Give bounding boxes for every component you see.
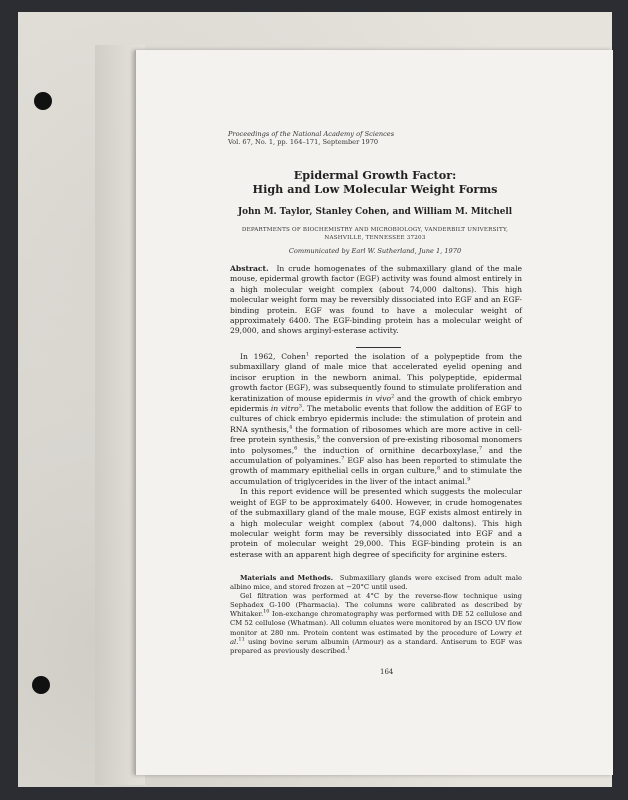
- intro-paragraph-2: In this report evidence will be presented which suggests the molecular weight of EGF to be approximately 6400. However, in crude homogenates of the submaxillary gland of the male mouse, EGF exists almost entirely in a high molecular weight complex (about 74,000 daltons). This high molecular weight form may be reversibly dissociated into EGF and a protein of molecular weight 29,000. This EGF-binding protein is an esterase with an apparent high degree of specificity for arginine esters.: [230, 487, 522, 559]
- title-line-2: High and Low Molecular Weight Forms: [252, 182, 498, 196]
- department-line-1: DEPARTMENTS OF BIOCHEMISTRY AND MICROBIOLOGY, VANDERBILT UNIVERSITY,: [241, 227, 509, 233]
- journal-volume: Vol. 67, No. 1, pp. 164–171, September 1970: [228, 138, 379, 147]
- binder-hole-top: [34, 92, 52, 110]
- title-line-1: Epidermal Growth Factor:: [293, 168, 457, 182]
- section-divider: [356, 347, 401, 348]
- introduction: [230, 352, 522, 560]
- journal-header: [228, 130, 394, 146]
- article-title: [230, 168, 520, 196]
- communicated-by: Communicated by Earl W. Sutherland, June 1, 1970: [288, 247, 462, 255]
- authors: John M. Taylor, Stanley Cohen, and William M. Mitchell: [237, 207, 513, 217]
- methods-paragraph-1: Materials and Methods. Submaxillary glands were excised from adult male albino mice, and stored frozen at −20°C until used.: [230, 574, 523, 592]
- materials-and-methods: [230, 574, 522, 656]
- abstract: [230, 264, 522, 337]
- department-line-2: NASHVILLE, TENNESSEE 37203: [324, 235, 426, 241]
- abstract-label: Abstract.: [230, 264, 269, 273]
- abstract-text: In crude homogenates of the submaxillary gland of the male mouse, epidermal growth factor (EGF) activity was found almost entirely in a high molecular weight complex (about 74,000 daltons). This high molecular weight form may be reversibly dissociated into EGF and an EGF-binding protein. EGF was found to have a molecular weight of approximately 6400. The EGF-binding protein has a molecular weight of 29,000, and shows arginyl-esterase activity.: [230, 264, 522, 336]
- journal-name: Proceedings of the National Academy of Sciences: [228, 130, 395, 138]
- methods-paragraph-2: Gel filtration was performed at 4°C by the reverse-flow technique using Sephadex G-100 (Pharmacia). The columns were calibrated as described by Whitaker.$^{10}$ Ion-exchange chromatography was performed with DE 52 cellulose and CM 52 cellulose (Whatman). All column eluates were monitored by an ISCO UV flow monitor at 280 nm. Protein content was estimated by the procedure of Lowry et al.$^{11}$ using bovine serum albumin (Armour) as a standard. Antiserum to EGF was prepared as previously described.$^1$: [230, 592, 522, 655]
- department: [230, 226, 520, 242]
- binder-hole-bottom: [32, 676, 50, 694]
- page-number: 164: [380, 668, 394, 676]
- intro-paragraph-1: In 1962, Cohen$^1$ reported the isolation of a polypeptide from the submaxillary gland of male mice that accelerated eyelid opening and incisor eruption in the newborn animal. This polypeptide, epidermal growth factor (EGF), was subsequently found to stimulate proliferation and keratinization of mouse epidermis in vivo$^2$ and the growth of chick embryo epidermis in vitro$^3$. The metabolic events that follow the addition of EGF to cultures of chick embryo epidermis include: the stimulation of protein and RNA synthesis,$^4$ the formation of ribosomes which are more active in cell-free protein synthesis,$^5$ the conversion of pre-existing ribosomal monomers into polysomes,$^6$ the induction of ornithine decarboxylase,$^7$ and the accumulation of polyamines.$^7$ EGF also has been reported to stimulate the growth of mammary epithelial cells in organ culture,$^8$ and to stimulate the accumulation of triglycerides in the liver of the intact animal.$^9$: [230, 351, 523, 486]
